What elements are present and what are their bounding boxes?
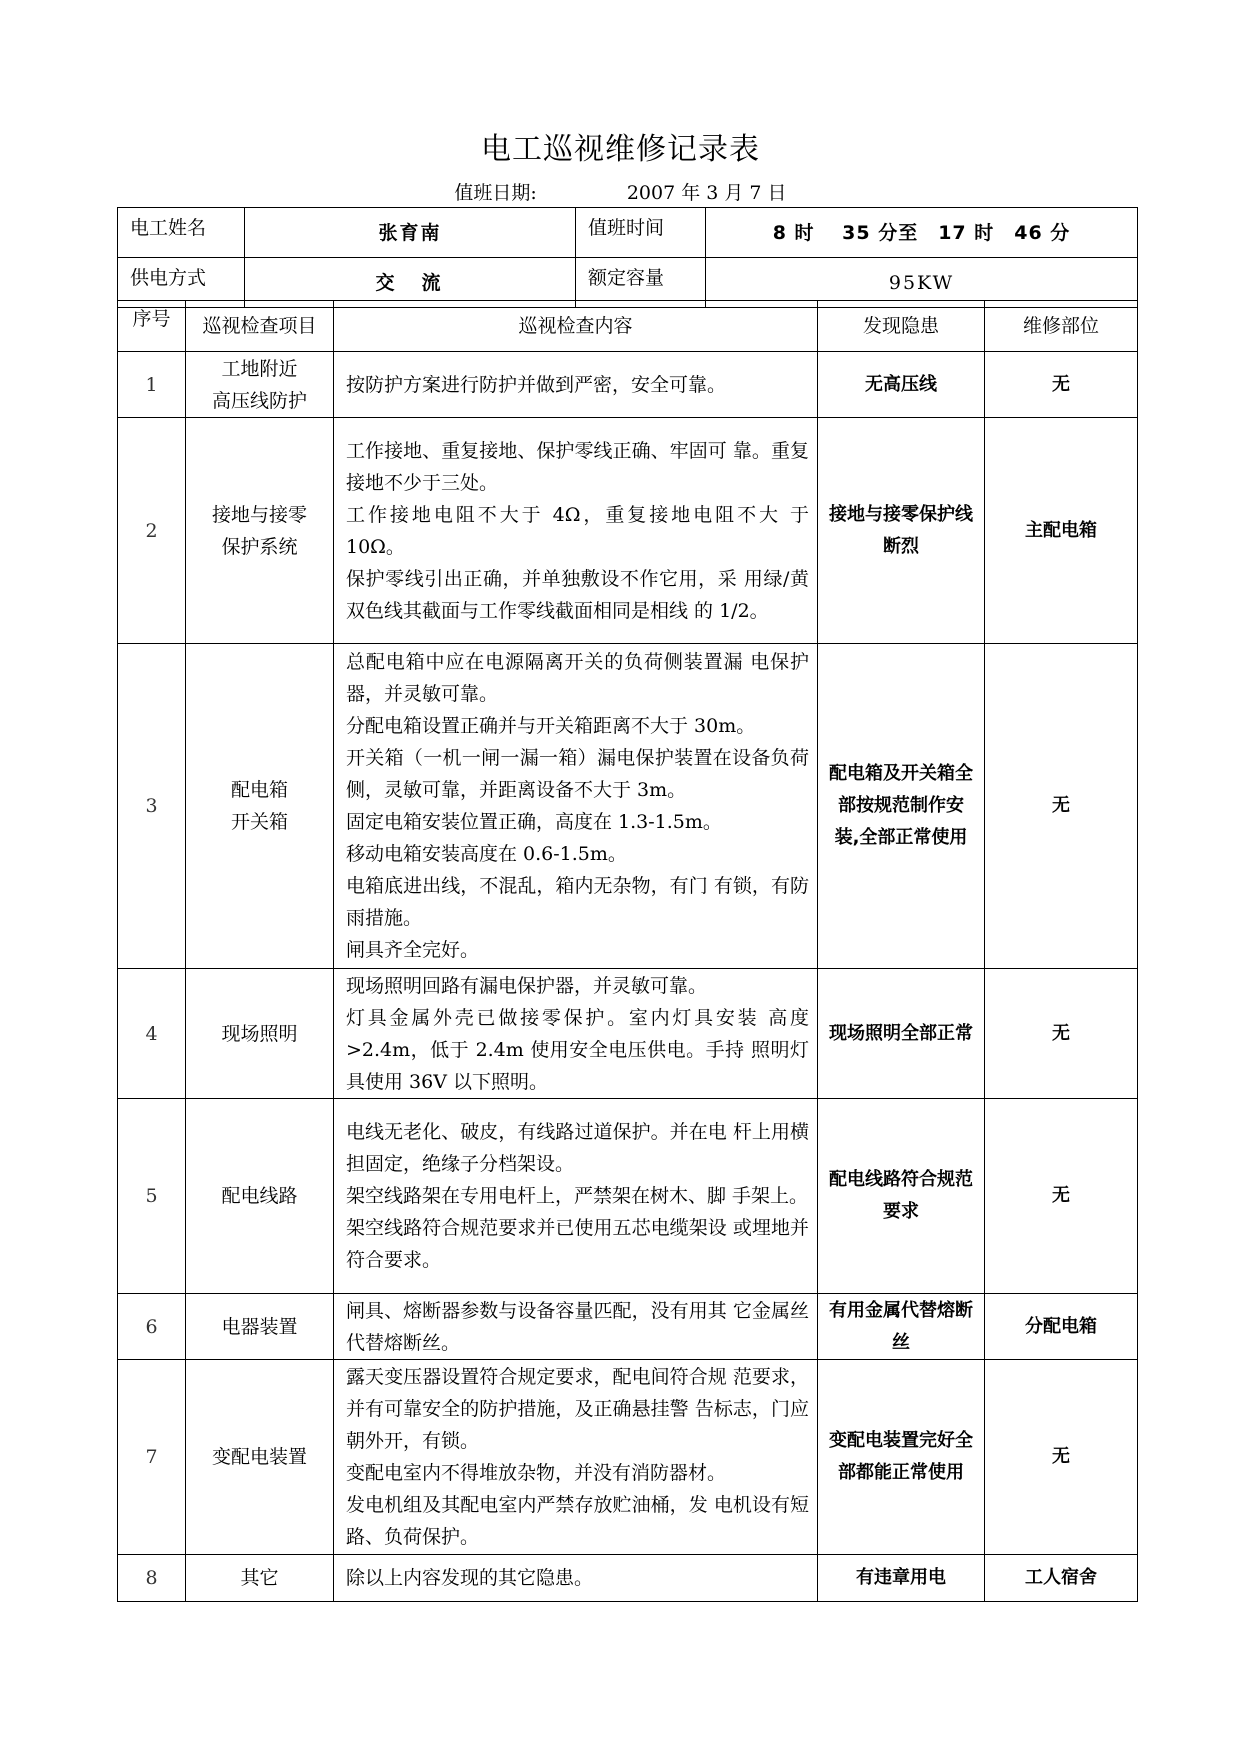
content-line: 总配电箱中应在电源隔离开关的负荷侧装置漏 电保护器，并灵敏可靠。 (346, 651, 809, 705)
row-number: 4 (118, 969, 186, 1099)
row-hazard: 现场照明全部正常 (818, 969, 985, 1099)
document-title: 电工巡视维修记录表 (481, 132, 760, 167)
row-part: 无 (985, 352, 1138, 418)
row-item (186, 352, 334, 418)
content-line: 灯具金属外壳已做接零保护。室内灯具安装 高度>2.4m，低于 2.4m 使用安全电压供电。手持 照明灯具使用 36V 以下照明。 (346, 1006, 809, 1093)
power-label: 供电方式 (118, 258, 245, 308)
row-content (334, 1360, 818, 1555)
row-number: 3 (118, 644, 186, 969)
content-line: 露天变压器设置符合规定要求，配电间符合规 范要求，并有可靠安全的防护措施，及正确悬挂警 告标志，门应朝外开，有锁。 (346, 1366, 809, 1452)
content-line: 电箱底进出线，不混乱，箱内无杂物，有门 有锁，有防雨措施。 (346, 875, 809, 929)
row-item (186, 418, 334, 644)
content-line: 变配电室内不得堆放杂物，并没有消防器材。 (346, 1462, 727, 1484)
content-line: 移动电箱安装高度在 0.6-1.5m。 (346, 843, 627, 865)
row-number: 6 (118, 1294, 186, 1360)
duty-date-line (0, 178, 1241, 205)
row-item-line: 配电箱 (230, 779, 288, 801)
content-line: 工作接地电阻不大于 4Ω，重复接地电阻不大 于 10Ω。 (346, 503, 809, 558)
table-row (118, 1099, 1138, 1294)
name-label: 电工姓名 (118, 208, 245, 258)
row-item-line: 开关箱 (230, 811, 288, 833)
row-content (334, 969, 818, 1099)
row-content (334, 418, 818, 644)
table-row (118, 969, 1138, 1099)
row-number: 8 (118, 1555, 186, 1602)
row-part: 无 (985, 1360, 1138, 1555)
row-part: 分配电箱 (985, 1294, 1138, 1360)
col-header-part: 维修部位 (985, 301, 1138, 352)
content-line: 闸具齐全完好。 (346, 939, 480, 961)
table-row (118, 418, 1138, 644)
col-header-item: 巡视检查项目 (186, 301, 334, 352)
header-info-table (117, 207, 1138, 308)
row-part: 主配电箱 (985, 418, 1138, 644)
row-item-line: 保护系统 (221, 535, 298, 558)
table-row (118, 644, 1138, 969)
power-value: 交 流 (245, 258, 576, 308)
content-line: 现场照明回路有漏电保护器，并灵敏可靠。 (346, 974, 708, 997)
col-header-hazard: 发现隐患 (818, 301, 985, 352)
row-number: 2 (118, 418, 186, 644)
row-hazard: 配电线路符合规范要求 (818, 1099, 985, 1294)
row-number: 7 (118, 1360, 186, 1555)
time-label: 值班时间 (576, 208, 706, 258)
row-item (186, 644, 334, 969)
capacity-label: 额定容量 (576, 258, 706, 308)
row-item-line: 高压线防护 (211, 389, 307, 412)
row-item: 其它 (186, 1555, 334, 1602)
capacity-value: 95KW (706, 258, 1138, 308)
duty-date-label: 值班日期: (454, 182, 537, 204)
table-row (118, 1555, 1138, 1602)
content-line: 架空线路架在专用电杆上，严禁架在树木、脚 手架上。 (346, 1185, 809, 1207)
row-part: 无 (985, 644, 1138, 969)
row-content (334, 644, 818, 969)
row-content (334, 1294, 818, 1360)
row-hazard: 变配电装置完好全部都能正常使用 (818, 1360, 985, 1555)
name-value: 张育南 (245, 208, 576, 258)
content-line: 按防护方案进行防护并做到严密，安全可靠。 (346, 373, 727, 396)
row-item-line: 工地附近 (221, 357, 298, 380)
content-line: 架空线路符合规范要求并已使用五芯电缆架设 或埋地并符合要求。 (346, 1217, 809, 1271)
table-row (118, 352, 1138, 418)
row-hazard: 有用金属代替熔断丝 (818, 1294, 985, 1360)
col-header-content: 巡视检查内容 (334, 301, 818, 352)
content-line: 除以上内容发现的其它隐患。 (346, 1567, 594, 1589)
row-content (334, 1555, 818, 1602)
content-line: 工作接地、重复接地、保护零线正确、牢固可 靠。重复接地不少于三处。 (346, 439, 809, 494)
row-hazard: 接地与接零保护线断烈 (818, 418, 985, 644)
row-part: 无 (985, 969, 1138, 1099)
row-item: 变配电装置 (186, 1360, 334, 1555)
content-line: 固定电箱安装位置正确，高度在 1.3-1.5m。 (346, 811, 722, 833)
row-number: 1 (118, 352, 186, 418)
row-content (334, 352, 818, 418)
content-line: 分配电箱设置正确并与开关箱距离不大于 30m。 (346, 715, 756, 737)
row-number: 5 (118, 1099, 186, 1294)
row-hazard: 有违章用电 (818, 1555, 985, 1602)
time-value: 8 时 35 分至 17 时 46 分 (706, 208, 1138, 258)
column-header-row (118, 301, 1138, 352)
duty-date-value: 2007 年 3 月 7 日 (626, 182, 787, 204)
row-item: 现场照明 (186, 969, 334, 1099)
row-item: 配电线路 (186, 1099, 334, 1294)
row-hazard: 无高压线 (818, 352, 985, 418)
content-line: 保护零线引出正确，并单独敷设不作它用，采 用绿/黄双色线其截面与工作零线截面相同是相线 的 1/2。 (346, 567, 809, 622)
table-row (118, 1360, 1138, 1555)
content-line: 开关箱（一机一闸一漏一箱）漏电保护装置在设备负荷侧，灵敏可靠，并距离设备不大于 3m。 (346, 747, 809, 801)
row-part: 无 (985, 1099, 1138, 1294)
row-item: 电器装置 (186, 1294, 334, 1360)
content-line: 闸具、熔断器参数与设备容量匹配，没有用其 它金属丝代替熔断丝。 (346, 1299, 809, 1354)
row-content (334, 1099, 818, 1294)
content-line: 发电机组及其配电室内严禁存放贮油桶，发 电机设有短路、负荷保护。 (346, 1494, 809, 1548)
row-item-line: 接地与接零 (211, 503, 307, 526)
content-line: 电线无老化、破皮，有线路过道保护。并在电 杆上用横担固定，绝缘子分档架设。 (346, 1121, 809, 1175)
header-row-1 (118, 208, 1138, 258)
row-hazard: 配电箱及开关箱全部按规范制作安装,全部正常使用 (818, 644, 985, 969)
row-part: 工人宿舍 (985, 1555, 1138, 1602)
col-header-no: 序号 (118, 301, 186, 352)
inspection-table (117, 300, 1138, 1602)
table-row (118, 1294, 1138, 1360)
